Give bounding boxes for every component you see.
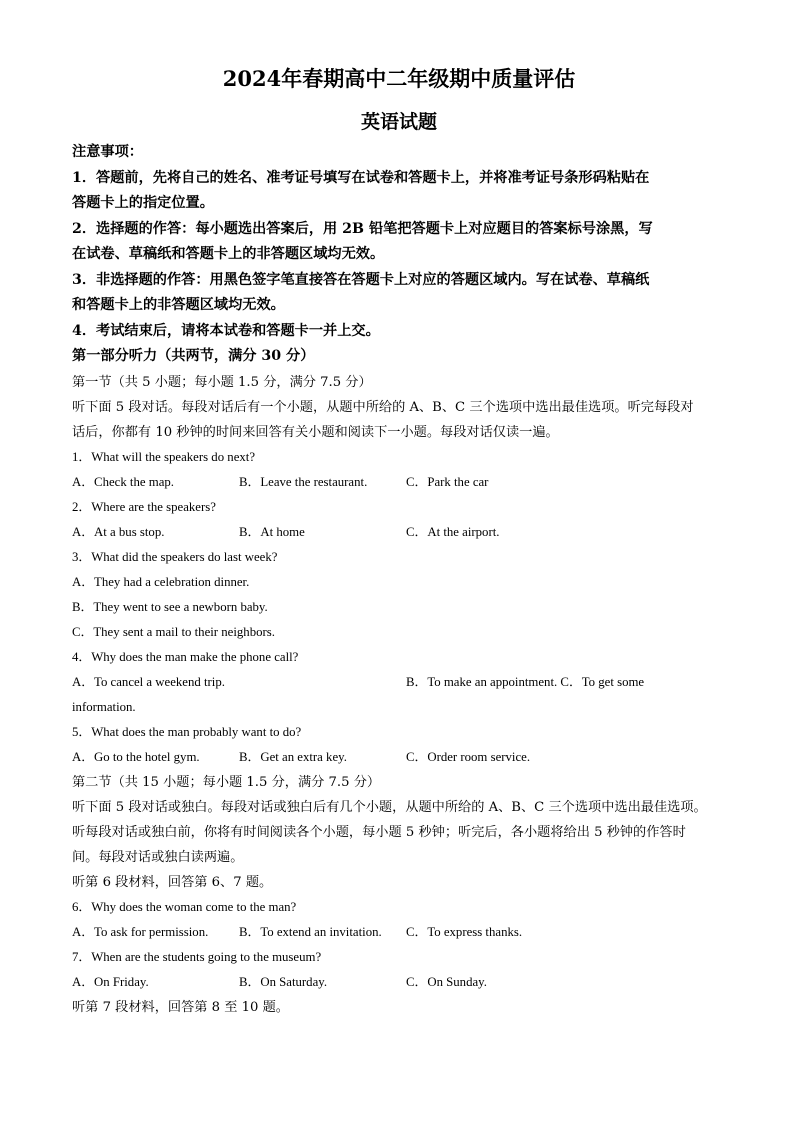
material-6-note: 听第 6 段材料，回答第 6、7 题。 bbox=[72, 874, 273, 890]
option-bc: B．To make an appointment. C．To get some bbox=[406, 674, 645, 689]
section2-instruction: 听每段对话或独白前，你将有时间阅读各个小题，每小题 5 秒钟；听完后，各小题将给出 5 秒钟的作答时 bbox=[72, 824, 686, 840]
notice-line: 答题卡上的指定位置。 bbox=[72, 195, 214, 211]
option-c: C．Order room service. bbox=[406, 749, 531, 764]
notice-line: 在试卷、草稿纸和答题卡上的非答题区域均无效。 bbox=[72, 246, 385, 262]
option-b: B．Leave the restaurant. bbox=[239, 474, 368, 489]
notice-line: 3．非选择题的作答：用黑色签字笔直接答在答题卡上对应的答题区域内。写在试卷、草稿纸 bbox=[72, 271, 650, 288]
option-c: C．To express thanks. bbox=[406, 924, 523, 939]
section1-instruction: 话后，你都有 10 秒钟的时间来回答有关小题和阅读下一小题。每段对话仅读一遍。 bbox=[72, 424, 559, 440]
question-5-stem: 5．What does the man probably want to do? bbox=[72, 724, 302, 739]
material-7-note: 听第 7 段材料，回答第 8 至 10 题。 bbox=[72, 999, 289, 1015]
question-6-stem: 6．Why does the woman come to the man? bbox=[72, 899, 297, 914]
option-b: B．To extend an invitation. bbox=[239, 924, 382, 939]
question-3-stem: 3．What did the speakers do last week? bbox=[72, 549, 278, 564]
option-c: C．Park the car bbox=[406, 474, 489, 489]
exam-title: 2024年春期高中二年级期中质量评估 bbox=[222, 66, 576, 91]
option-b: B．They went to see a newborn baby. bbox=[72, 599, 268, 614]
part1-heading: 第一部分听力（共两节，满分 30 分） bbox=[72, 348, 315, 364]
section2-instruction: 听下面 5 段对话或独白。每段对话或独白后有几个小题，从题中所给的 A、B、C 三个选项中选出最佳选项。 bbox=[72, 799, 707, 815]
option-a: A．Go to the hotel gym. bbox=[72, 749, 200, 764]
question-4-options bbox=[72, 670, 726, 695]
option-c: C．On Sunday. bbox=[406, 974, 487, 989]
section2-heading: 第二节（共 15 小题；每小题 1.5 分，满分 7.5 分） bbox=[72, 774, 381, 790]
notice-line: 2．选择题的作答：每小题选出答案后，用 2B 铅笔把答题卡上对应题目的答案标号涂黑，写 bbox=[72, 220, 653, 237]
option-c: C．They sent a mail to their neighbors. bbox=[72, 624, 275, 639]
option-a: A．To cancel a weekend trip. bbox=[72, 674, 225, 689]
question-6-options bbox=[72, 920, 726, 945]
section1-heading: 第一节（共 5 小题；每小题 1.5 分，满分 7.5 分） bbox=[72, 374, 372, 390]
question-7-options bbox=[72, 970, 726, 995]
question-1-options bbox=[72, 470, 726, 495]
notice-line: 4．考试结束后，请将本试卷和答题卡一并上交。 bbox=[72, 322, 380, 339]
option-continuation: information. bbox=[72, 699, 136, 714]
option-c: C．At the airport. bbox=[406, 524, 500, 539]
option-a: A．To ask for permission. bbox=[72, 924, 209, 939]
option-a: A．They had a celebration dinner. bbox=[72, 574, 250, 589]
option-b: B．On Saturday. bbox=[239, 974, 328, 989]
question-2-stem: 2．Where are the speakers? bbox=[72, 499, 216, 514]
option-a: A．At a bus stop. bbox=[72, 524, 165, 539]
notice-heading: 注意事项： bbox=[72, 144, 143, 160]
question-7-stem: 7．When are the students going to the museum? bbox=[72, 949, 322, 964]
exam-page bbox=[72, 64, 726, 1020]
option-b: B．Get an extra key. bbox=[239, 749, 347, 764]
option-a: A．Check the map. bbox=[72, 474, 174, 489]
notice-line: 1．答题前，先将自己的姓名、准考证号填写在试卷和答题卡上，并将准考证号条形码粘贴在 bbox=[72, 169, 650, 186]
question-4-stem: 4．Why does the man make the phone call? bbox=[72, 649, 299, 664]
exam-subtitle: 英语试题 bbox=[360, 111, 437, 133]
section2-instruction: 间。每段对话或独白读两遍。 bbox=[72, 849, 244, 865]
section1-instruction: 听下面 5 段对话。每段对话后有一个小题，从题中所给的 A、B、C 三个选项中选出最佳选项。听完每段对 bbox=[72, 399, 694, 415]
question-5-options bbox=[72, 745, 726, 770]
option-b: B．At home bbox=[239, 524, 305, 539]
question-1-stem: 1．What will the speakers do next? bbox=[72, 449, 256, 464]
question-2-options bbox=[72, 520, 726, 545]
notice-line: 和答题卡上的非答题区域均无效。 bbox=[72, 297, 285, 313]
option-a: A．On Friday. bbox=[72, 974, 149, 989]
notice-block bbox=[72, 140, 726, 344]
